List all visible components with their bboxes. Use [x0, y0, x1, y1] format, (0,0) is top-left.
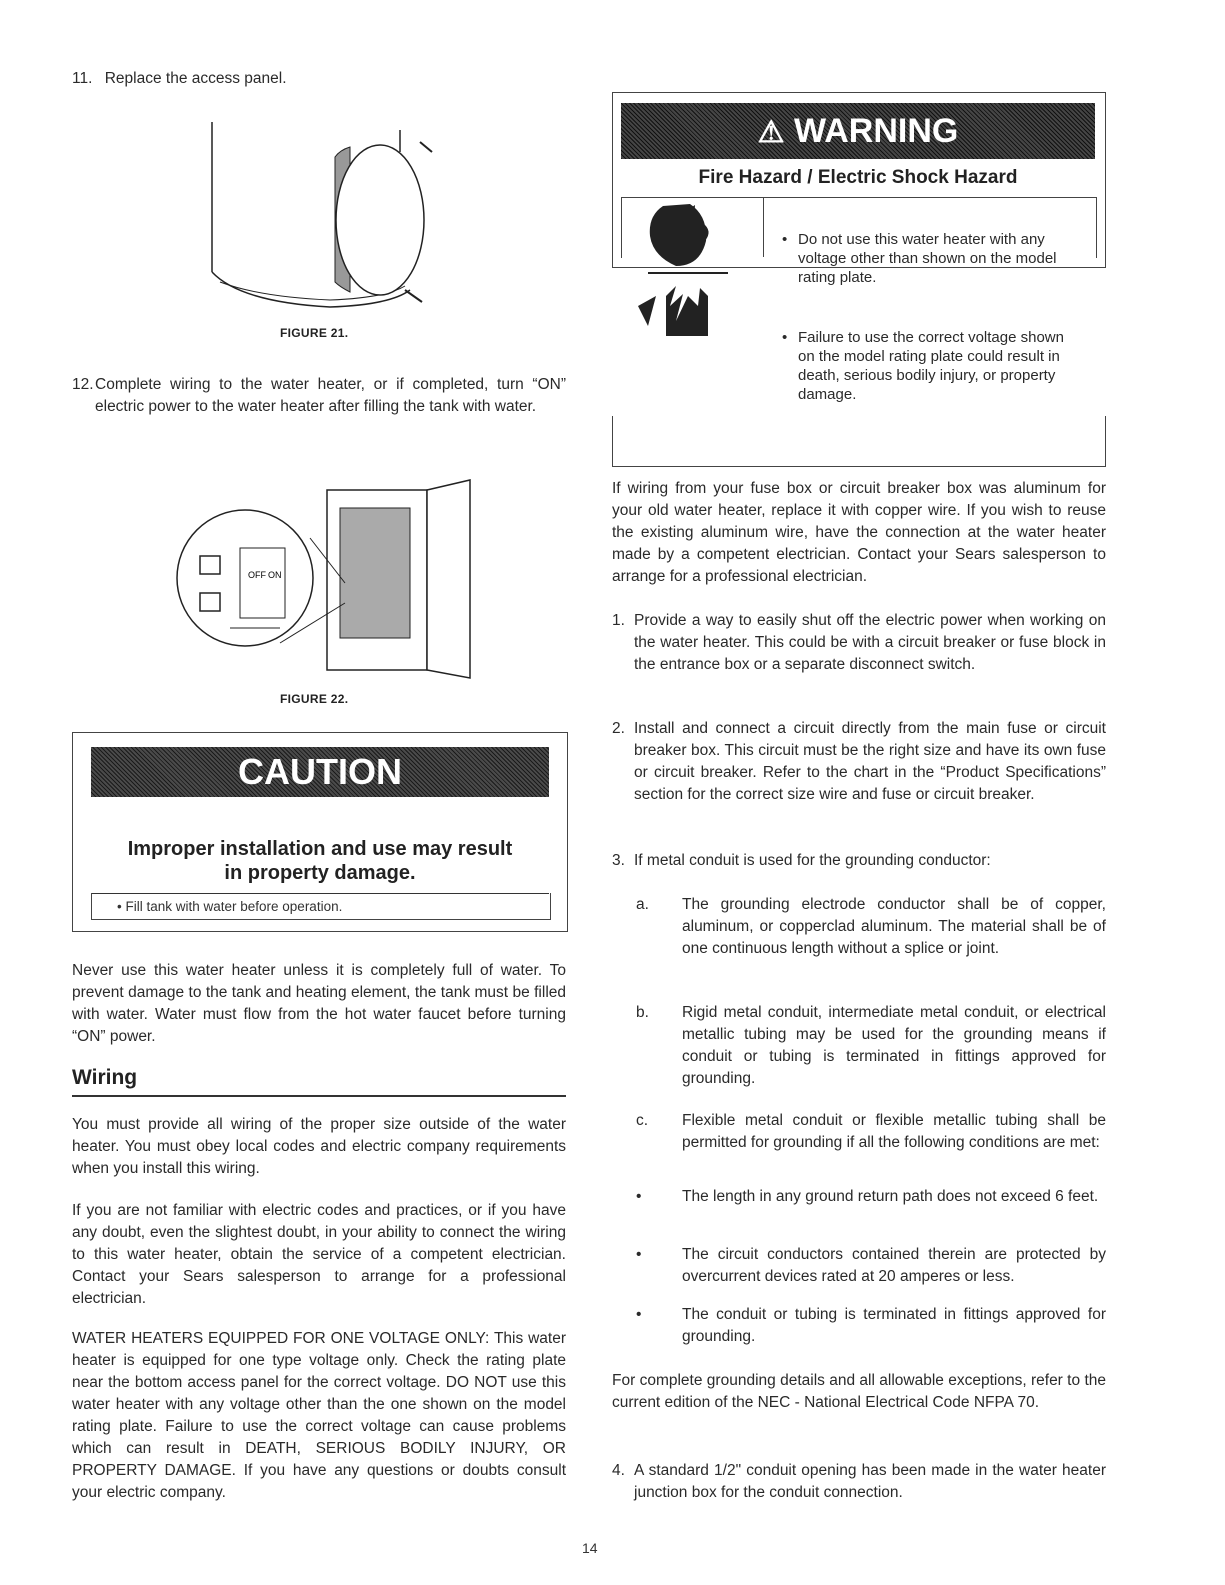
right-step-4-num: 4. — [612, 1462, 625, 1479]
step-11 — [72, 68, 566, 90]
electric-shock-hand-icon — [628, 196, 748, 336]
sub-item-c-text: Flexible metal conduit or flexible metallic tubing shall be permitted for grounding if all the following conditions are met: — [682, 1112, 1106, 1151]
right-step-3 — [612, 850, 1106, 872]
right-step-3-text: If metal conduit is used for the grounding conductor: — [634, 852, 991, 869]
condition-bullet-1-text: The length in any ground return path does not exceed 6 feet. — [682, 1188, 1099, 1205]
page-number: 14 — [582, 1540, 598, 1556]
caution-message-line1: Improper installation and use may result — [127, 838, 513, 860]
right-step-2-num: 2. — [612, 720, 625, 737]
warning-triangle-icon: ⚠ — [757, 116, 785, 149]
sub-item-c — [636, 1110, 1106, 1154]
warning-subtitle: Fire Hazard / Electric Shock Hazard — [698, 167, 1018, 188]
condition-bullet-2-text: The circuit conductors contained therein are protected by overcurrent devices rated at 20 amperes or less. — [682, 1246, 1106, 1285]
figure-21-water-heater-illustration — [200, 112, 440, 312]
warning-banner-text: WARNING — [794, 112, 959, 150]
sub-item-c-num: c. — [636, 1112, 649, 1129]
step-11-desc: Replace the access panel. — [104, 70, 287, 87]
warning-bullet-1: • Do not use this water heater with any voltage other than shown on the model rating plate. — [782, 231, 1057, 286]
right-step-2 — [612, 718, 1106, 806]
breaker-on-label: ON — [268, 570, 282, 580]
figure-22-breaker-panel-illustration — [170, 478, 490, 688]
right-step-1-num: 1. — [612, 612, 625, 629]
paragraph-nec: For complete grounding details and all allowable exceptions, refer to the current edition of the NEC - National Electrical Code NFPA 70. — [612, 1372, 1106, 1411]
wiring-heading: Wiring — [72, 1066, 138, 1089]
step-11-text: 11. — [72, 70, 93, 87]
caution-box — [72, 732, 568, 932]
figure-21-label: FIGURE 21. — [280, 326, 349, 340]
warning-box-bottom-frame — [612, 416, 1106, 467]
step-12-text: Complete wiring to the water heater, or if completed, turn “ON” electric power to the water heater after filling the tank with water. — [95, 376, 566, 415]
paragraph-not-familiar: If you are not familiar with electric codes and practices, or if you have any doubt, even the slightest doubt, in your ability to connect the wiring to this water heater, obtain the service of a competent electrician. Contact your Sears salesperson to arrange for a professional electrician. — [72, 1202, 566, 1307]
caution-message-line2: in property damage. — [224, 862, 416, 884]
condition-bullet-3-text: The conduit or tubing is terminated in fittings approved for grounding. — [682, 1306, 1106, 1345]
paragraph-never-use: Never use this water heater unless it is completely full of water. To prevent damage to the tank and heating element, the tank must be filled with water. Water must flow from the hot water faucet before turning “ON” power. — [72, 962, 566, 1045]
condition-bullet-1 — [636, 1186, 1106, 1208]
caution-bullet: • Fill tank with water before operation. — [117, 899, 343, 914]
condition-bullet-3 — [636, 1304, 1106, 1348]
condition-bullet-1-mark: • — [636, 1188, 642, 1205]
sub-item-b-text: Rigid metal conduit, intermediate metal conduit, or electrical metallic tubing may be used for the grounding means if conduit or tubing is terminated in fittings approved for grounding. — [682, 1004, 1106, 1087]
warning-bullet-2: • Failure to use the correct voltage shown on the model rating plate could result in death, serious bodily injury, or property damage. — [782, 329, 1064, 403]
warning-banner — [621, 103, 1095, 159]
paragraph-provide-wiring: You must provide all wiring of the proper size outside of the water heater. You must obey local codes and electric company requirements when you install this wiring. — [72, 1116, 566, 1177]
warning-bullet-2-text: Failure to use the correct voltage shown on the model rating plate could result in death, serious bodily injury, or property damage. — [798, 329, 1064, 403]
breaker-off-label: OFF — [248, 570, 266, 580]
wiring-heading-rule — [72, 1095, 566, 1097]
step-12-num: 12. — [72, 376, 94, 393]
condition-bullet-2-mark: • — [636, 1246, 642, 1263]
right-step-2-text: Install and connect a circuit directly from the main fuse or circuit breaker box. This circuit must be the right size and have its own fuse or circuit breaker. Refer to the chart in the “Product Specifications” section for the correct size wire and fuse or circuit breaker. — [634, 720, 1106, 803]
right-step-4-text: A standard 1/2" conduit opening has been made in the water heater junction box for the conduit connection. — [634, 1462, 1106, 1501]
right-step-1-text: Provide a way to easily shut off the electric power when working on the water heater. This could be with a circuit breaker or fuse block in the entrance box or a separate disconnect switch. — [634, 612, 1106, 673]
paragraph-one-voltage: WATER HEATERS EQUIPPED FOR ONE VOLTAGE ONLY: This water heater is equipped for one type voltage only. Check the rating plate near the bottom access panel for the correct voltage. DO NOT use this water heater with any voltage other than the one shown on the model rating plate. Failure to use the correct voltage can cause problems which can result in DEATH, SERIOUS BODILY INJURY, OR PROPERTY DAMAGE. If you have any questions or doubts consult your electric company. — [72, 1330, 566, 1501]
warning-bullet-1-text: Do not use this water heater with any voltage other than shown on the model rating plate. — [798, 231, 1057, 286]
warning-divider — [763, 197, 764, 257]
caution-banner: CAUTION — [91, 747, 549, 797]
figure-22-label: FIGURE 22. — [280, 692, 349, 706]
right-step-3-num: 3. — [612, 852, 625, 869]
condition-bullet-3-mark: • — [636, 1306, 642, 1323]
paragraph-aluminum: If wiring from your fuse box or circuit breaker box was aluminum for your old water heater, replace it with copper wire. If you wish to reuse the existing aluminum wire, have the connection at the water heater made by a competent electrician. Contact your Sears salesperson to arrange for a professional electrician. — [612, 480, 1106, 585]
sub-item-a-text: The grounding electrode conductor shall be of copper, aluminum, or copperclad aluminum. The material shall be of one continuous length without a splice or joint. — [682, 896, 1106, 957]
right-step-1 — [612, 610, 1106, 676]
sub-item-b — [636, 1002, 1106, 1090]
sub-item-a-num: a. — [636, 896, 649, 913]
right-step-4 — [612, 1460, 1106, 1504]
sub-item-a — [636, 894, 1106, 960]
condition-bullet-2 — [636, 1244, 1106, 1288]
step-12 — [72, 374, 566, 418]
sub-item-b-num: b. — [636, 1004, 649, 1021]
